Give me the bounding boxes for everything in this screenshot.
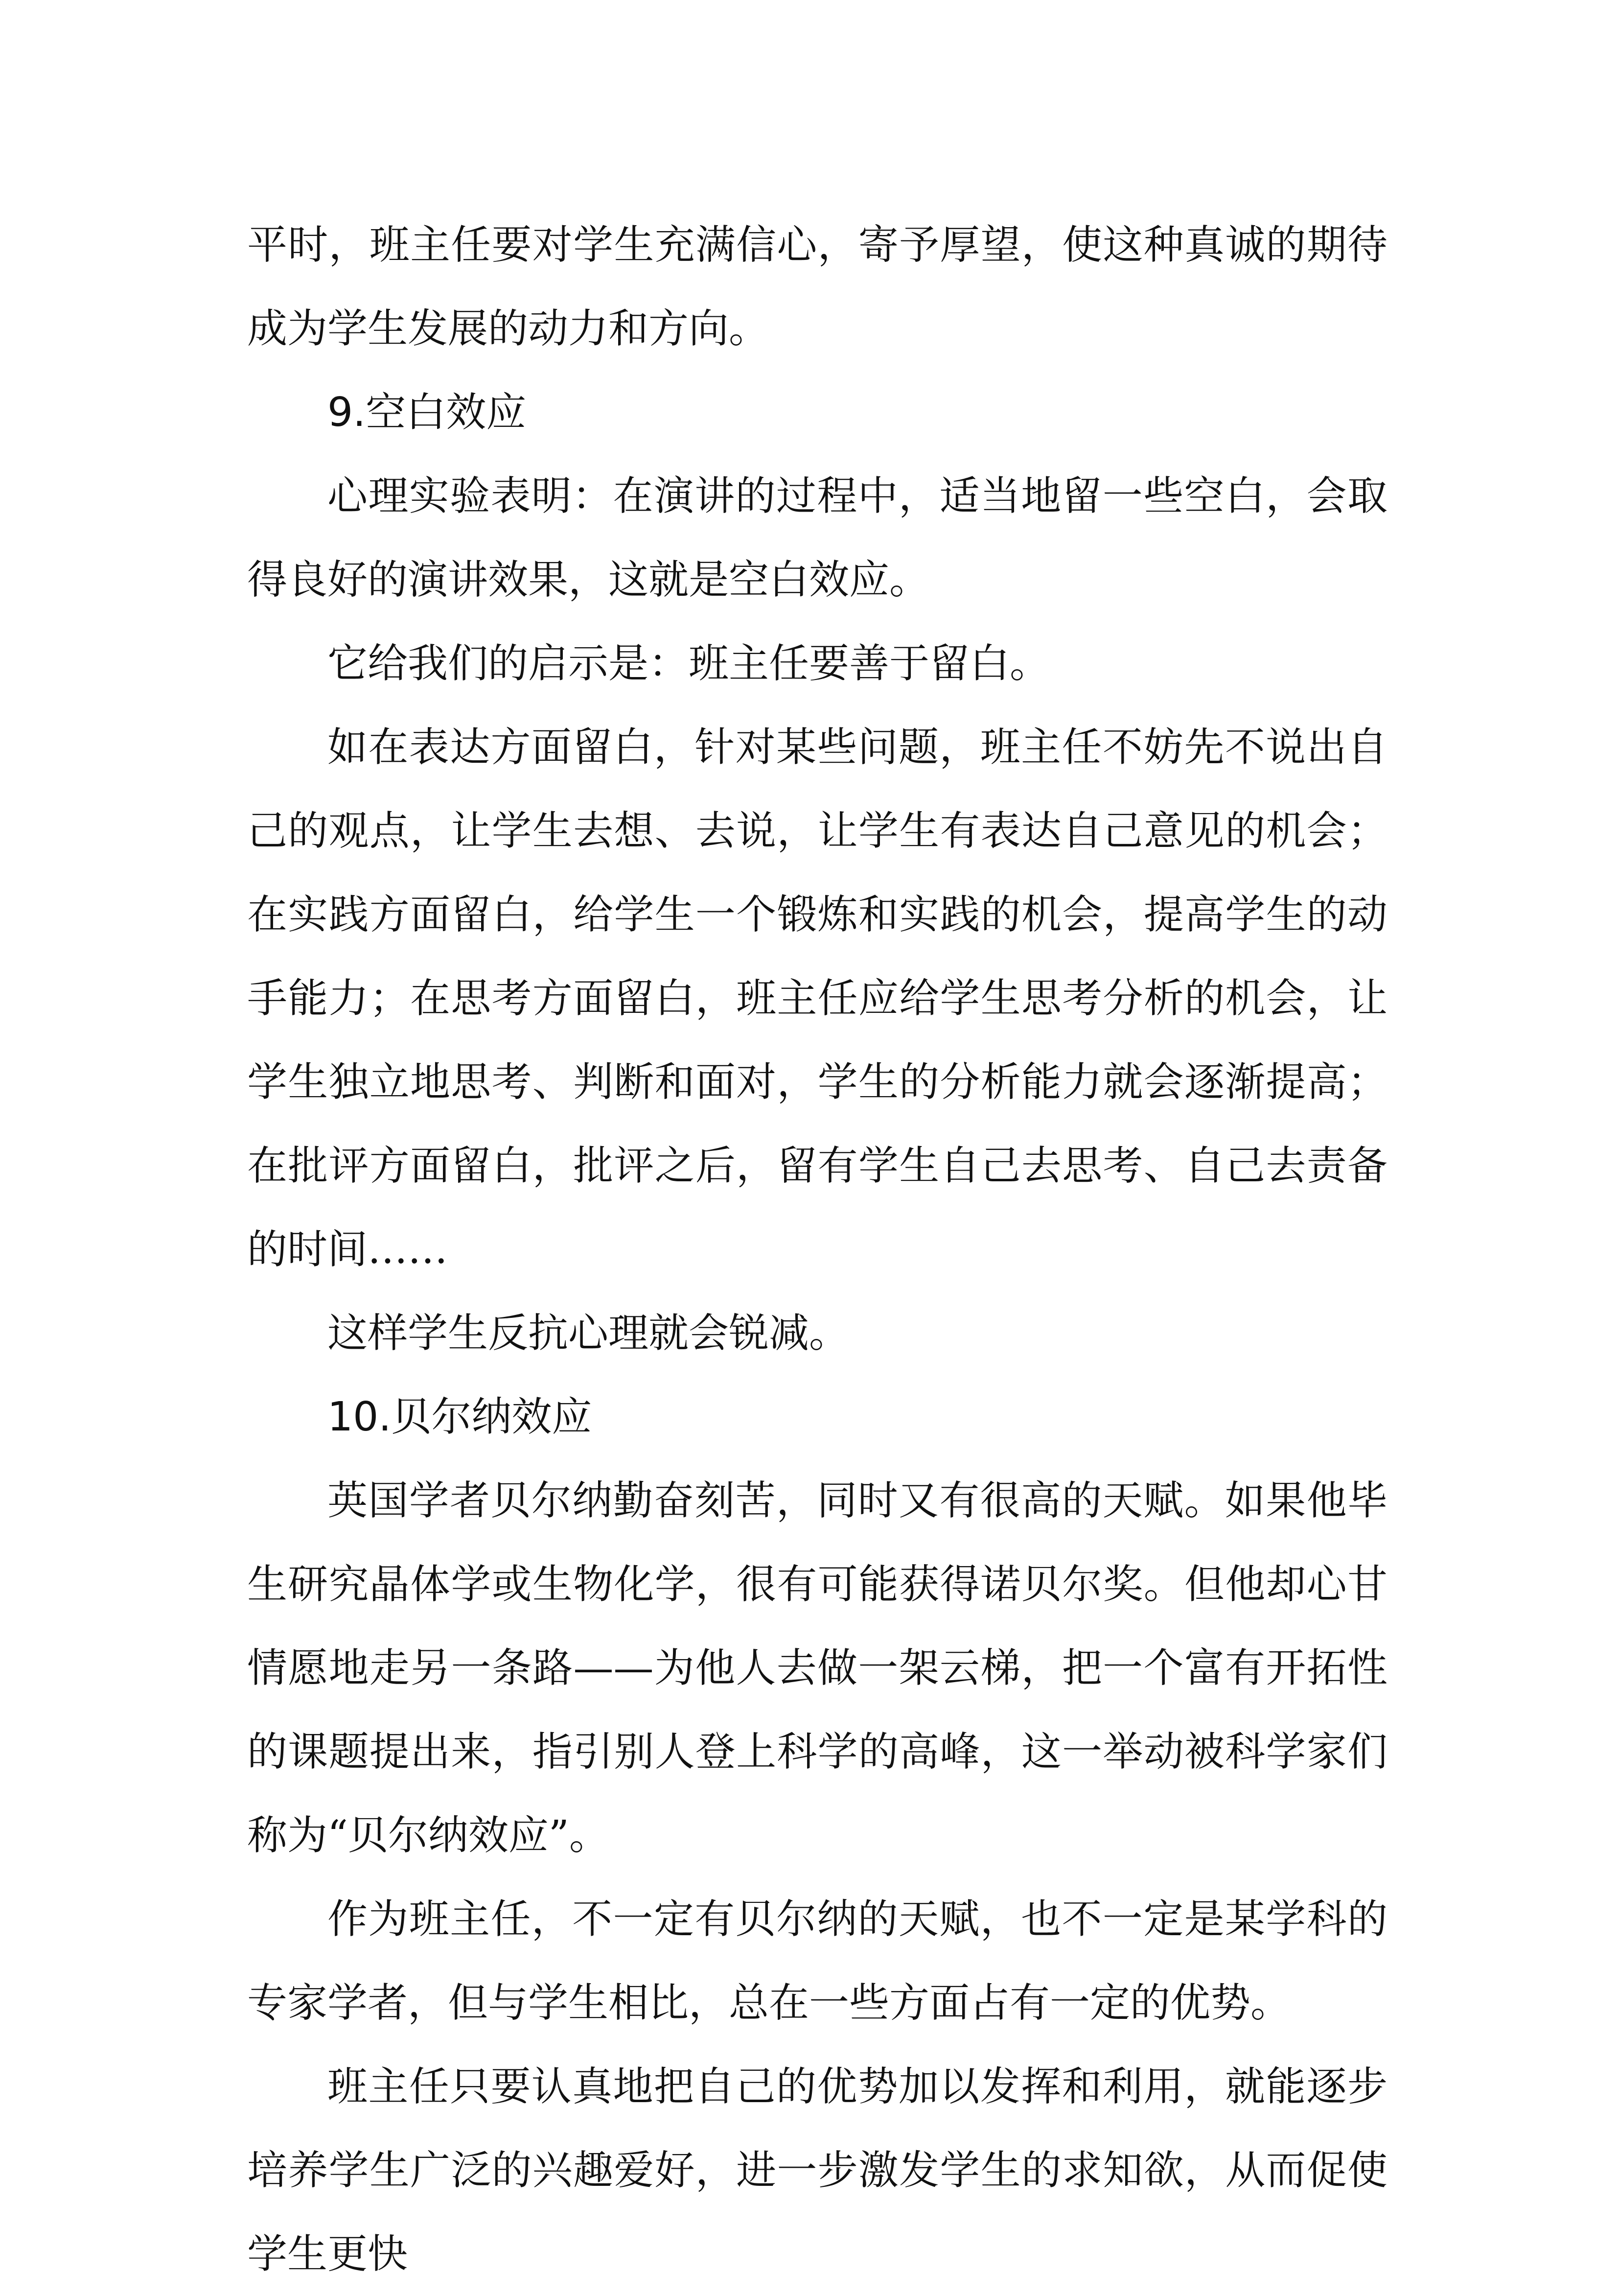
- paragraph-blank-effect-result: 这样学生反抗心理就会锐减。: [327, 1310, 850, 1357]
- paragraph-expectation-conclusion: 平时，班主任要对学生充满信心，寄予厚望，使这种真诚的期待成为学生发展的动力和方向。: [247, 222, 1388, 352]
- section-heading-blank-effect: 9.空白效应: [327, 389, 527, 436]
- paragraph-bernal-story: 英国学者贝尔纳勤奋刻苦，同时又有很高的天赋。如果他毕生研究晶体学或生物化学，很有可能获得诺贝尔奖。但他却心甘情愿地走另一条路——为他人去做一架云梯，把一个富有开拓性的课题提出来，指引别人登上科学的高峰，这一举动被科学家们称为“贝尔纳效应”。: [247, 1477, 1388, 1859]
- paragraph-bernal-advice: 班主任只要认真地把自己的优势加以发挥和利用，就能逐步培养学生广泛的兴趣爱好，进一步激发学生的求知欲，从而促使学生更快: [247, 2063, 1388, 2277]
- section-heading-bernal-effect: 10.贝尔纳效应: [327, 1394, 592, 1440]
- document-page: [247, 203, 1388, 2296]
- paragraph-bernal-teacher: 作为班主任，不一定有贝尔纳的天赋，也不一定是某学科的专家学者，但与学生相比，总在一些方面占有一定的优势。: [247, 1896, 1388, 2026]
- paragraph-blank-effect-lesson: 它给我们的启示是：班主任要善于留白。: [327, 640, 1050, 687]
- paragraph-blank-effect-examples: 如在表达方面留白，针对某些问题，班主任不妨先不说出自己的观点，让学生去想、去说，让学生有表达自己意见的机会；在实践方面留白，给学生一个锻炼和实践的机会，提高学生的动手能力；在思考方面留白，班主任应给学生思考分析的机会，让学生独立地思考、判断和面对，学生的分析能力就会逐渐提高；在批评方面留白，批评之后，留有学生自己去思考、自己去责备的时间……: [247, 724, 1388, 1273]
- paragraph-blank-effect-definition: 心理实验表明：在演讲的过程中，适当地留一些空白，会取得良好的演讲效果，这就是空白效应。: [247, 473, 1388, 603]
